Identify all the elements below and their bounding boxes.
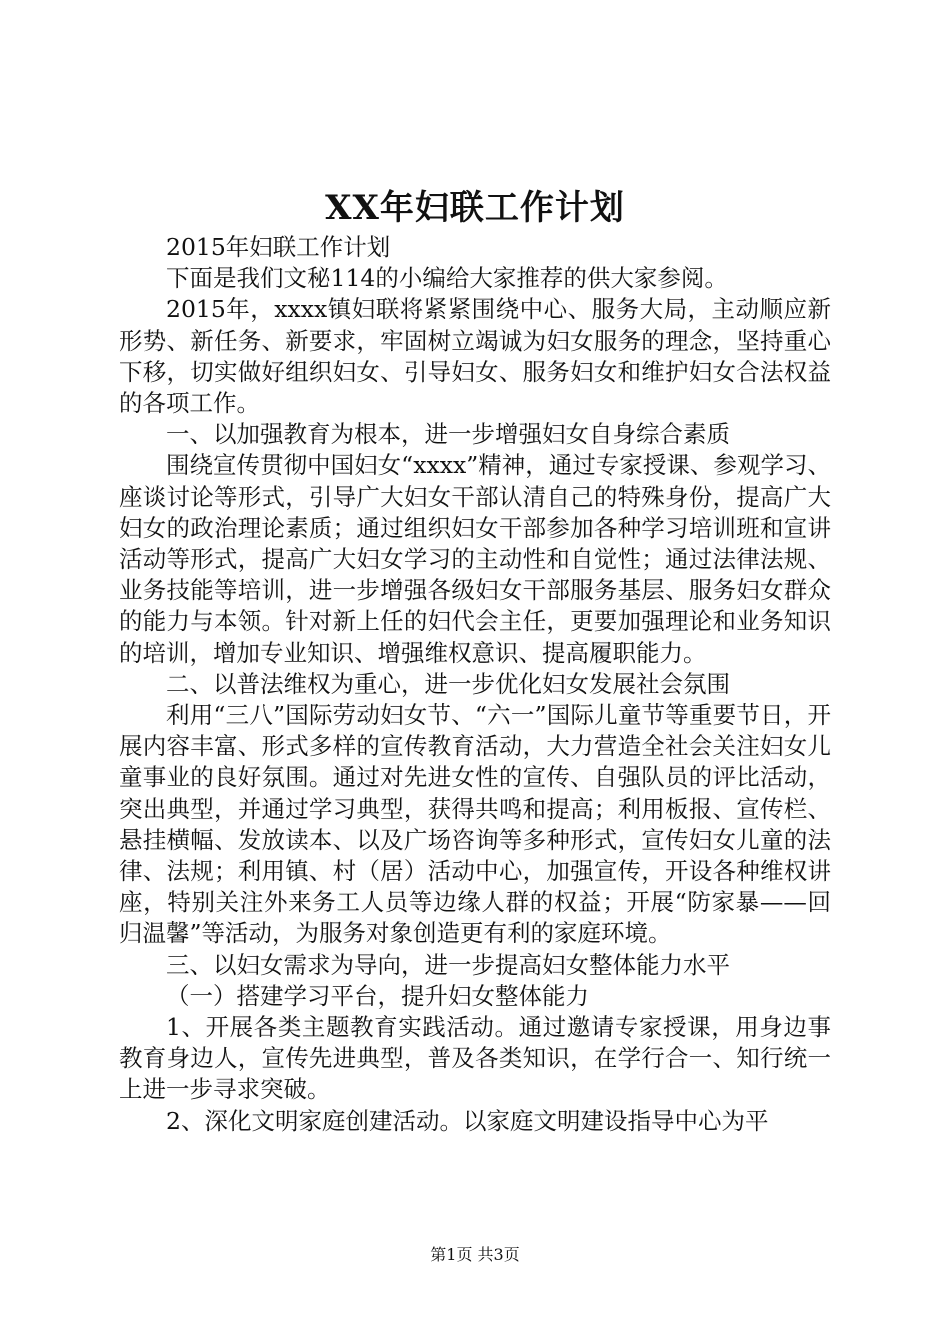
list-item-1: 1、开展各类主题教育实践活动。通过邀请专家授课，用身边事教育身边人，宣传先进典型，普及各类知识，在学行合一、知行统一上进一步寻求突破。 xyxy=(119,1013,831,1104)
section-heading-2: 二、以普法维权为重心，进一步优化妇女发展社会氛围 xyxy=(166,669,730,698)
paragraph-subtitle: 2015年妇联工作计划 xyxy=(166,233,391,261)
document-body xyxy=(119,232,831,1137)
document-title: XX年妇联工作计划 xyxy=(325,188,625,228)
paragraph-intro: 下面是我们文秘114的小编给大家推荐的供大家参阅。 xyxy=(166,264,728,293)
section-heading-3: 三、以妇女需求为导向，进一步提高妇女整体能力水平 xyxy=(166,950,730,979)
list-item-2: 2、深化文明家庭创建活动。以家庭文明建设指导中心为平 xyxy=(166,1106,769,1135)
paragraph-section-1: 围绕宣传贯彻中国妇女“xxxx”精神，通过专家授课、参观学习、座谈讨论等形式，引导广大妇女干部认清自己的特殊身份，提高广大妇女的政治理论素质；通过组织妇女干部参加各种学习培训班和宣讲活动等形式，提高广大妇女学习的主动性和自觉性；通过法律法规、业务技能等培训，进一步增强各级妇女干部服务基层、服务妇女群众的能力与本领。针对新上任的妇代会主任，更要加强理论和业务知识的培训，增加专业知识、增强维权意识、提高履职能力。 xyxy=(119,451,831,667)
section-heading-1: 一、以加强教育为根本，进一步增强妇女自身综合素质 xyxy=(166,420,730,449)
subsection-heading-1: （一）搭建学习平台，提升妇女整体能力 xyxy=(166,981,589,1010)
page-number: 第1页 共3页 xyxy=(430,1245,520,1264)
paragraph-overview: 2015年，xxxx镇妇联将紧紧围绕中心、服务大局，主动顺应新形势、新任务、新要求，牢固树立竭诚为妇女服务的理念，坚持重心下移，切实做好组织妇女、引导妇女、服务妇女和维护妇女合法权益的各项工作。 xyxy=(119,295,831,418)
paragraph-section-2: 利用“三八”国际劳动妇女节、“六一”国际儿童节等重要节日，开展内容丰富、形式多样的宣传教育活动，大力营造全社会关注妇女儿童事业的良好氛围。通过对先进女性的宣传、自强队员的评比活动，突出典型，并通过学习典型，获得共鸣和提高；利用板报、宣传栏、悬挂横幅、发放读本、以及广场咨询等多种形式，宣传妇女儿童的法律、法规；利用镇、村（居）活动中心，加强宣传，开设各种维权讲座，特别关注外来务工人员等边缘人群的权益；开展“防家暴——回归温馨”等活动，为服务对象创造更有利的家庭环境。 xyxy=(119,701,831,948)
